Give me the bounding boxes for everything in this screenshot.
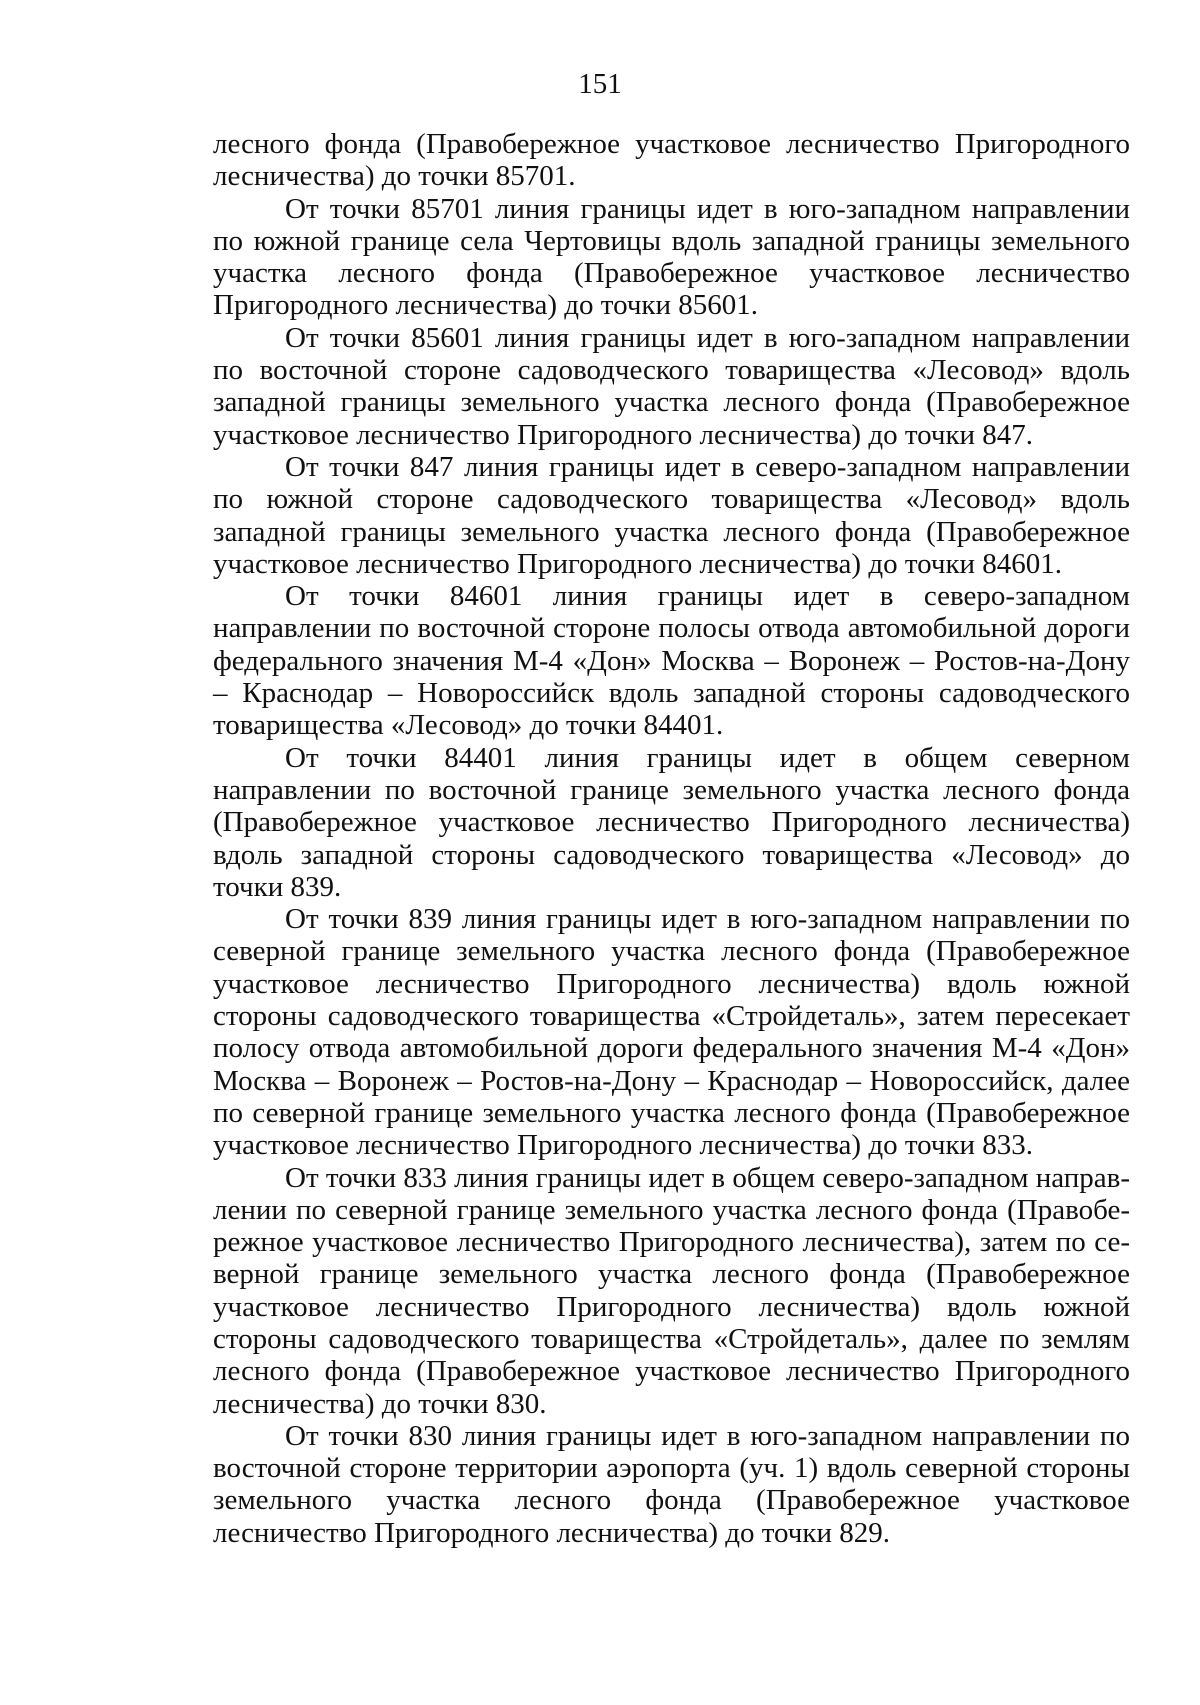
paragraph: От точки 830 линия границы идет в юго-западном направлении по восточной стороне территории аэропорта (уч. 1) вдоль северной стороны земельного участка лесного фонда (Правобережное участковое лесничество Пригородного лесничества) до точки 829. [213,1419,1130,1549]
paragraph: От точки 84601 линия границы идет в северо-западном направлении по восточной стороне полосы отвода автомобильной дороги федерального значения М-4 «Дон» Москва – Воронеж – Ростов-на-Дону – Краснодар – Новороссийск вдоль западной стороны садоводческого товарищества «Лесовод» до точки 84401. [213,580,1130,742]
page-number: 151 [578,68,622,100]
document-body [213,128,1130,1549]
paragraph: лесного фонда (Правобережное участковое лесничество Пригородного лесничества) до точки 85701. [213,128,1130,193]
paragraph: От точки 85601 линия границы идет в юго-западном направлении по восточной стороне садоводческого товарищества «Лесовод» вдоль западной границы земельного участка лесного фонда (Правобережное участковое лесничество Пригородного лесничества) до точки 847. [213,321,1130,451]
paragraph: От точки 839 линия границы идет в юго-западном направлении по северной границе земельного участка лесного фонда (Правобережное участковое лесничество Пригородного лесничества) вдоль южной стороны садоводческого товарищества «Стройдеталь», затем пересекает полосу отвода автомобильной дороги федерального значения М-4 «Дон» Москва – Воронеж – Ростов-на-Дону – Краснодар – Новороссийск, далее по северной границе земельного участка лесного фонда (Правобережное участковое лесничество Пригородного лесничества) до точки 833. [213,903,1130,1162]
paragraph: От точки 847 линия границы идет в северо-западном направлении по южной стороне садоводческого товарищества «Лесовод» вдоль западной границы земельного участка лесного фонда (Правобережное участковое лесничество Пригородного лесничества) до точки 84601. [213,450,1130,580]
paragraph: От точки 85701 линия границы идет в юго-западном направлении по южной границе села Чертовицы вдоль западной границы земельного участка лесного фонда (Правобережное участковое лесничество Пригородного лесничества) до точки 85601. [213,192,1130,322]
paragraph: От точки 84401 линия границы идет в общем северном направлении по восточной границе земельного участка лесного фонда (Правобережное участковое лесничество Пригородного лесничества) вдоль западной стороны садоводческого товарищества «Лесовод» до точки 839. [213,741,1130,903]
paragraph: От точки 833 линия границы идет в общем северо-западном направлении по северной границе земельного участка лесного фонда (Правобережное участковое лесничество Пригородного лесничества), затем по северной границе земельного участка лесного фонда (Правобережное участковое лесничество Пригородного лесничества) вдоль южной стороны садоводческого товарищества «Стройдеталь», далее по землям лесного фонда (Правобережное участковое лесничество Пригородного лесничества) до точки 830. [213,1161,1130,1420]
